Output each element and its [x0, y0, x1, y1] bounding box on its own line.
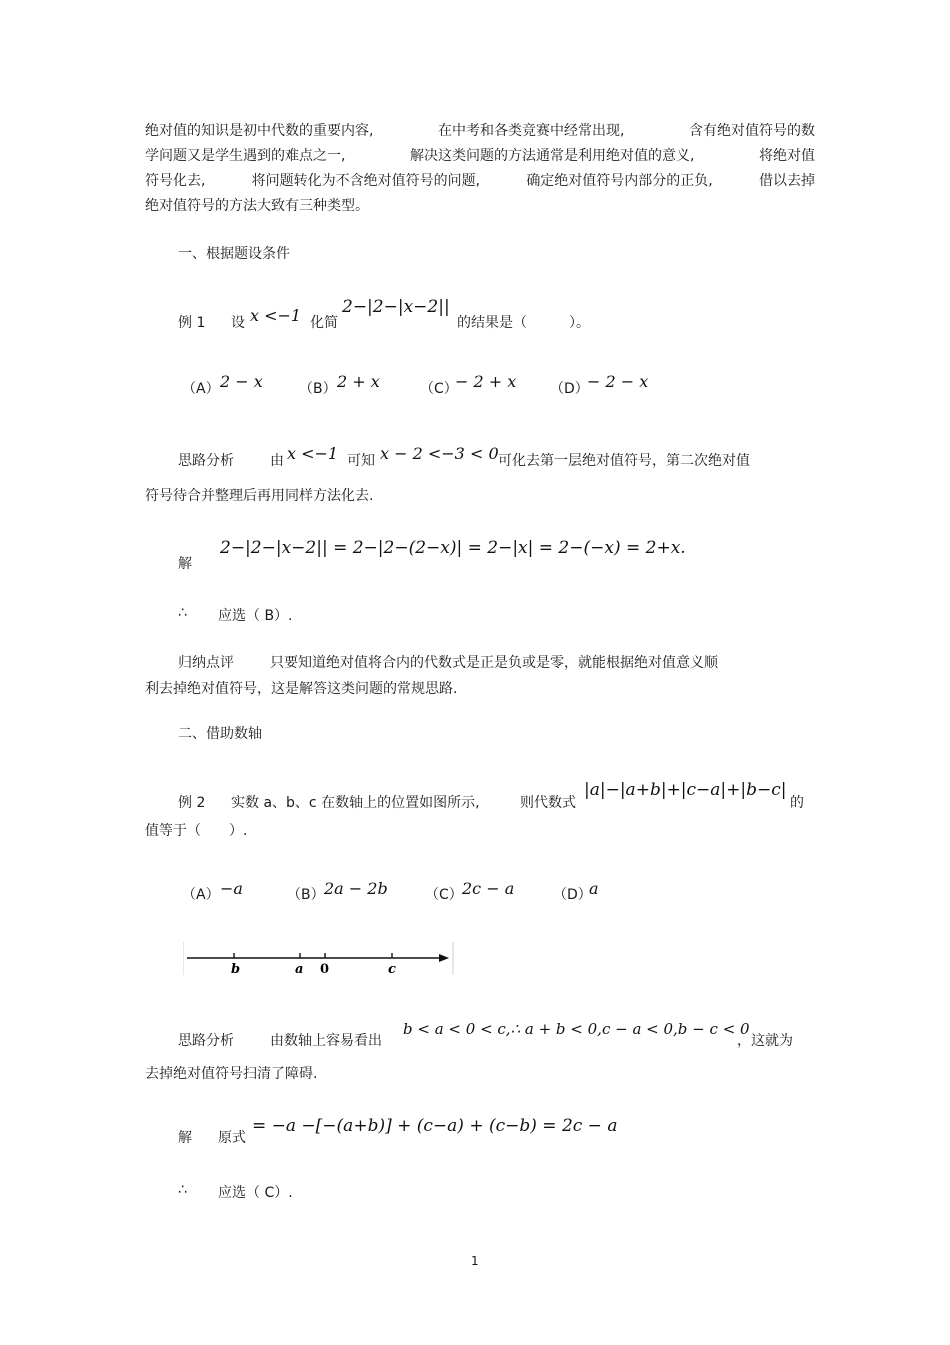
option-value: − 2 − x [587, 372, 649, 391]
analysis-text: 可知 [347, 453, 375, 469]
example-label: 例 1 [178, 315, 206, 331]
option-value: 2 − x [220, 372, 263, 391]
intro-line-3 [145, 170, 815, 190]
analysis-math: b < a < 0 < c,∴ a + b < 0,c − a < 0,b − c < 0 [403, 1020, 750, 1038]
analysis-text: 符号待合并整理后再用同样方法化去. [145, 488, 374, 504]
option-label: （D） [550, 381, 589, 397]
intro-text: 将问题转化为不含绝对值符号的问题, [251, 173, 481, 189]
intro-text: 解决这类问题的方法通常是利用绝对值的意义, [410, 148, 695, 164]
example-text: 实数 a、b、c 在数轴上的位置如图所示, [231, 795, 480, 811]
intro-line-1 [145, 120, 815, 140]
solution-label: 解 [178, 556, 192, 572]
math-condition: x <−1 [287, 444, 339, 463]
intro-text: 含有绝对值符号的数 [689, 123, 815, 139]
answer-text: 应选（ C）. [218, 1185, 293, 1201]
analysis-label: 思路分析 [178, 1033, 234, 1049]
example-text: 的结果是（ ）。 [457, 315, 590, 331]
example-text: 则代数式 [520, 795, 576, 811]
math-condition: x <−1 [250, 306, 302, 325]
example-text: 的 [790, 795, 804, 811]
option-label: （B） [287, 887, 325, 903]
analysis-text: 去掉绝对值符号扫清了障碍. [145, 1066, 318, 1082]
math-expression: 2−|2−|x−2|| [342, 297, 450, 317]
section-heading: 二、借助数轴 [178, 726, 262, 742]
math-expression: |a|−|a+b|+|c−a|+|b−c| [584, 780, 787, 800]
solution-prefix: 原式 [218, 1130, 246, 1146]
page-number: 1 [471, 1254, 479, 1268]
example-text: 值等于（ ）. [145, 823, 248, 839]
intro-line-2 [145, 145, 815, 165]
option-label: （A） [182, 381, 220, 397]
option-label: （D） [553, 887, 592, 903]
intro-text: 确定绝对值符号内部分的正负, [526, 173, 713, 189]
math-inequality: x − 2 <−3 < 0 [380, 444, 499, 463]
label-a: a [295, 962, 304, 976]
intro-line-4: 绝对值符号的方法大致有三种类型。 [145, 198, 369, 214]
therefore-symbol: ∴ [178, 1182, 187, 1198]
analysis-label: 思路分析 [178, 453, 234, 469]
intro-text: 借以去掉 [758, 173, 815, 189]
therefore-symbol: ∴ [178, 605, 187, 621]
example-label: 例 2 [178, 795, 206, 811]
section-heading: 一、根据题设条件 [178, 246, 290, 262]
option-value: 2c − a [462, 879, 515, 898]
solution-label: 解 [178, 1130, 192, 1146]
label-c: c [388, 962, 396, 976]
example-text: 化简 [310, 315, 338, 331]
summary-text: 只要知道绝对值将合内的代数式是正是负或是零，就能根据绝对值意义顺 [270, 655, 718, 671]
intro-text: 符号化去, [145, 173, 206, 189]
solution-math: 2−|2−|x−2|| = 2−|2−(2−x)| = 2−|x| = 2−(−x) = 2+x. [220, 538, 686, 558]
label-b: b [231, 962, 241, 976]
summary-label: 归纳点评 [178, 655, 234, 671]
label-0: 0 [320, 962, 330, 976]
number-line-figure [183, 942, 455, 976]
solution-math: = −a −[−(a+b)] + (c−a) + (c−b) = 2c − a [252, 1116, 618, 1136]
axis-arrow [439, 954, 449, 962]
analysis-text: ，这就为 [737, 1033, 793, 1049]
summary-text: 利去掉绝对值符号，这是解答这类问题的常规思路. [145, 681, 458, 697]
option-value: − 2 + x [455, 372, 517, 391]
option-label: （C） [420, 381, 458, 397]
analysis-text: 可化去第一层绝对值符号，第二次绝对值 [498, 453, 750, 469]
intro-text: 学问题又是学生遇到的难点之一, [145, 148, 346, 164]
option-value: −a [220, 879, 243, 898]
option-value: a [589, 879, 599, 898]
answer-text: 应选（ B）. [218, 608, 293, 624]
analysis-text: 由 [270, 453, 284, 469]
option-label: （C） [425, 887, 463, 903]
intro-text: 将绝对值 [759, 148, 815, 164]
analysis-text: 由数轴上容易看出 [270, 1033, 382, 1049]
intro-text: 在中考和各类竞赛中经常出现, [438, 123, 625, 139]
intro-text: 绝对值的知识是初中代数的重要内容, [145, 123, 374, 139]
option-label: （A） [182, 887, 220, 903]
option-value: 2a − 2b [324, 879, 388, 898]
example-text: 设 [231, 315, 245, 331]
option-label: （B） [299, 381, 337, 397]
option-value: 2 + x [337, 372, 380, 391]
